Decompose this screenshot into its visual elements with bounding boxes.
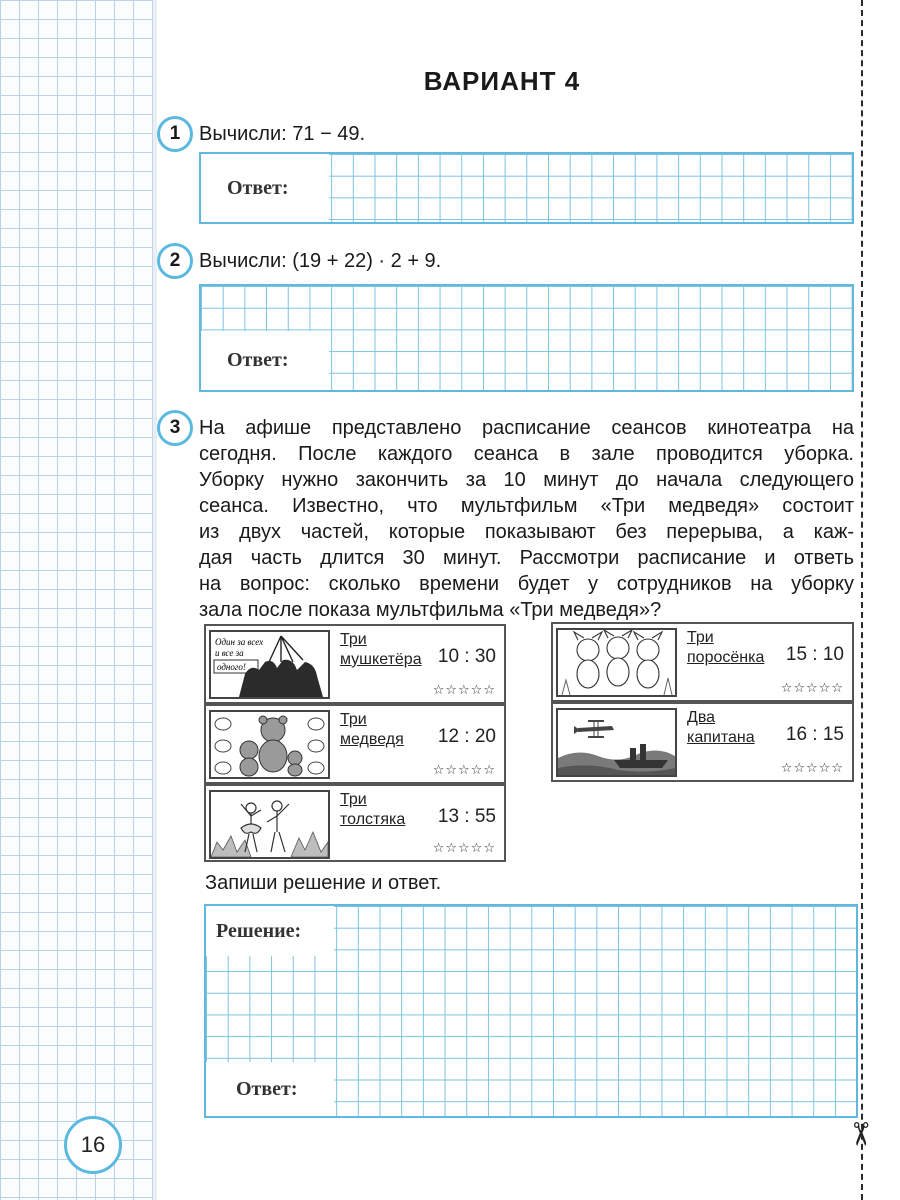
task-3-text — [199, 415, 854, 623]
movie-title — [687, 628, 764, 668]
rating-stars: ☆☆☆☆☆ — [780, 761, 844, 776]
movie-title-line: Три — [340, 711, 367, 728]
movie-title-line: Три — [340, 631, 367, 648]
task-2-answer-label: Ответ: — [201, 331, 329, 390]
task-3-line: на вопрос: сколько времени будет у сотрудников на уборку — [199, 573, 854, 595]
rating-stars: ☆☆☆☆☆ — [432, 841, 496, 856]
task-1-answer-label: Ответ: — [201, 154, 329, 222]
movie-title-line: капитана — [687, 729, 755, 746]
rating-stars: ☆☆☆☆☆ — [432, 763, 496, 778]
margin-grid — [0, 0, 152, 1200]
movie-title-line: толстяка — [340, 811, 406, 828]
task-3-line: Уборку нужно закончить за 10 минут до начала следующего — [199, 469, 854, 491]
scissors-icon: ✂ — [841, 1120, 880, 1148]
cut-line — [861, 0, 863, 1200]
movie-title-line: Три — [340, 791, 367, 808]
schedule-card-three-musketeers — [204, 624, 506, 704]
page-spine — [152, 0, 157, 1200]
movie-title-line: мушкетёра — [340, 651, 422, 668]
schedule-card-three-piglets — [551, 622, 854, 702]
task-3-line: На афише представлено расписание сеансов кинотеатра на — [199, 417, 854, 439]
task-3-instruction: Запиши решение и ответ. — [205, 872, 442, 894]
task-3-line: сеанса. Известно, что мультфильм «Три медведя» состоит — [199, 495, 854, 517]
task-number-3: 3 — [157, 410, 193, 446]
task-3-line: зала после показа мультфильма «Три медведя»? — [199, 599, 662, 621]
movie-title — [340, 790, 405, 830]
rating-stars: ☆☆☆☆☆ — [432, 683, 496, 698]
poster-caption-line: одного! — [217, 662, 246, 672]
movie-title — [340, 630, 422, 670]
movie-title-line: Три — [687, 629, 714, 646]
schedule-card-three-bears — [204, 704, 506, 784]
piglets-poster-image — [556, 628, 677, 697]
showtime: 12 : 20 — [437, 726, 496, 747]
task-3-solution-label: Решение: — [206, 906, 334, 956]
fat-men-poster-image — [209, 790, 330, 859]
showtime: 10 : 30 — [437, 646, 496, 667]
task-3-line: из двух частей, которые показывают без перерыва, а каж- — [199, 521, 854, 543]
rating-stars: ☆☆☆☆☆ — [780, 681, 844, 696]
captains-poster-image — [556, 708, 677, 777]
showtime: 15 : 10 — [785, 644, 844, 665]
schedule-card-three-fat-men — [204, 784, 506, 862]
movie-title — [687, 708, 755, 748]
showtime: 13 : 55 — [437, 806, 496, 827]
bears-poster-image — [209, 710, 330, 779]
movie-title — [340, 710, 404, 750]
page-title: ВАРИАНТ 4 — [423, 66, 581, 96]
showtime: 16 : 15 — [785, 724, 844, 745]
poster-caption-line: и все за — [215, 648, 244, 658]
page-number: 16 — [64, 1116, 122, 1174]
task-3-line: сегодня. После каждого сеанса в зале проводится уборка. — [199, 443, 854, 465]
musketeers-poster-image — [209, 630, 330, 699]
task-2-text: Вычисли: (19 + 22) · 2 + 9. — [199, 250, 442, 272]
task-number-1: 1 — [157, 116, 193, 152]
movie-title-line: Два — [687, 709, 716, 726]
task-3-line: дая часть длится 30 минут. Рассмотри расписание и ответь — [199, 547, 854, 569]
poster-caption-line: Один за всех — [215, 637, 264, 647]
task-3-answer-label: Ответ: — [206, 1062, 334, 1116]
movie-title-line: медведя — [340, 731, 404, 748]
schedule-card-two-captains — [551, 702, 854, 782]
task-1-text: Вычисли: 71 − 49. — [199, 123, 366, 145]
task-number-2: 2 — [157, 243, 193, 279]
movie-title-line: поросёнка — [687, 649, 765, 666]
